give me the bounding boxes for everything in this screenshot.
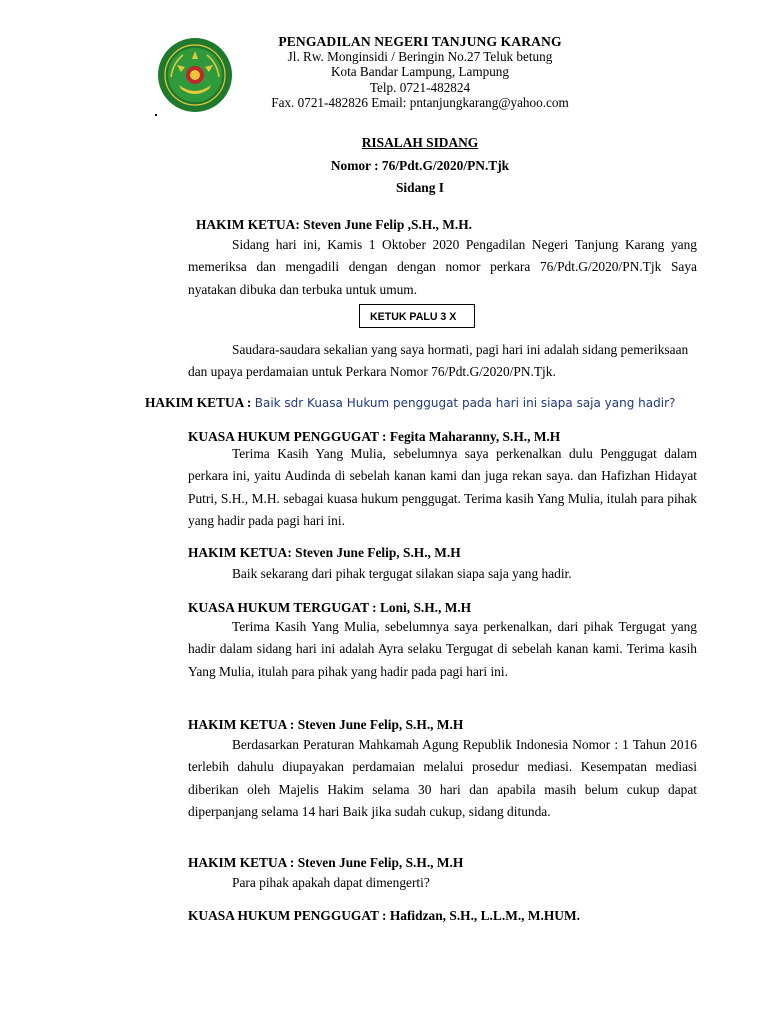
court-phone: Telp. 0721-482824 [369, 79, 471, 95]
paragraph-text: Terima Kasih Yang Mulia, sebelumnya saya perkenalkan dulu Penggugat dalam perkara ini, yaitu Audinda di sebelah kanan kami dan juga rekan saya. dan Hafizhan Hidayat Putri, S.H., M.H. sebagai kuasa hukum penggugat. Terima kasih Yang Mulia, itulah para pihak yang hadir pada pagi hari ini. [188, 446, 697, 529]
paragraph [188, 443, 697, 533]
paragraph-text: Saudara-saudara sekalian yang saya hormati, pagi hari ini adalah sidang pemeriksaan dan upaya perdamaian untuk Perkara Nomor 76/Pdt.G/2020/PN.Tjk. [188, 342, 689, 380]
paragraph [188, 339, 697, 384]
court-address-line-1: Jl. Rw. Monginsidi / Beringin No.27 Teluk betung [287, 49, 553, 65]
paragraph-text: Para pihak apakah dapat dimengerti? [232, 875, 430, 890]
speaker-heading: HAKIM KETUA : [145, 395, 252, 410]
speaker-heading: KUASA HUKUM PENGGUGAT : Fegita Maharanny, S.H., M.H [188, 429, 561, 444]
court-address-line-2: Kota Bandar Lampung, Lampung [331, 64, 509, 80]
paragraph-text: Terima Kasih Yang Mulia, sebelumnya saya perkenalkan, dari pihak Tergugat yang hadir dalam sidang hari ini adalah Ayra selaku Tergugat di sebelah kanan kami. Terima kasih Yang Mulia, itulah para pihak yang hadir pada pagi hari ini. [188, 619, 697, 679]
paragraph [188, 616, 697, 683]
document-title: RISALAH SIDANG [361, 135, 479, 150]
paragraph-text: Berdasarkan Peraturan Mahkamah Agung Republik Indonesia Nomor : 1 Tahun 2016 terlebih dahulu diupayakan perdamaian melalui prosedur mediasi. Kesempatan mediasi diberikan oleh Majelis Hakim selama 30 hari dan apabila masih belum cukup dapat diperpanjang selama 14 hari Baik jika sudah cukup, sidang ditunda. [188, 737, 697, 820]
paragraph [188, 872, 697, 894]
paragraph-text: Baik sekarang dari pihak tergugat silakan siapa saja yang hadir. [232, 566, 572, 581]
court-name: PENGADILAN NEGERI TANJUNG KARANG [278, 34, 562, 49]
speaker-heading: HAKIM KETUA: Steven June Felip, S.H., M.H [188, 545, 461, 560]
speaker-question-line [145, 394, 675, 412]
paragraph-text: Sidang hari ini, Kamis 1 Oktober 2020 Pengadilan Negeri Tanjung Karang yang memeriksa dan mengadili dengan dengan nomor perkara 76/Pdt.G/2020/PN.Tjk Saya nyatakan dibuka dan terbuka untuk umum. [188, 237, 697, 297]
court-logo-icon [157, 37, 233, 113]
speaker-heading: HAKIM KETUA: Steven June Felip ,S.H., M.H. [196, 217, 472, 232]
speaker-heading: KUASA HUKUM PENGGUGAT : Hafidzan, S.H., L.L.M., M.HUM. [188, 908, 580, 923]
speaker-heading: HAKIM KETUA : Steven June Felip, S.H., M.H [188, 717, 464, 732]
stray-mark [155, 114, 157, 116]
paragraph [188, 734, 697, 824]
case-number: Nomor : 76/Pdt.G/2020/PN.Tjk [330, 157, 510, 173]
session-label: Sidang I [395, 180, 444, 195]
letterhead [240, 34, 600, 110]
action-note-box: KETUK PALU 3 X [359, 304, 475, 328]
paragraph [188, 563, 697, 585]
speaker-heading: KUASA HUKUM TERGUGAT : Loni, S.H., M.H [188, 600, 472, 615]
paragraph [188, 234, 697, 301]
court-fax-email: Fax. 0721-482826 Email: pntanjungkarang@yahoo.com [271, 94, 569, 110]
title-block [0, 132, 768, 200]
question-text: Baik sdr Kuasa Hukum penggugat pada hari ini siapa saja yang hadir? [254, 396, 676, 410]
speaker-heading: HAKIM KETUA : Steven June Felip, S.H., M.H [188, 855, 464, 870]
